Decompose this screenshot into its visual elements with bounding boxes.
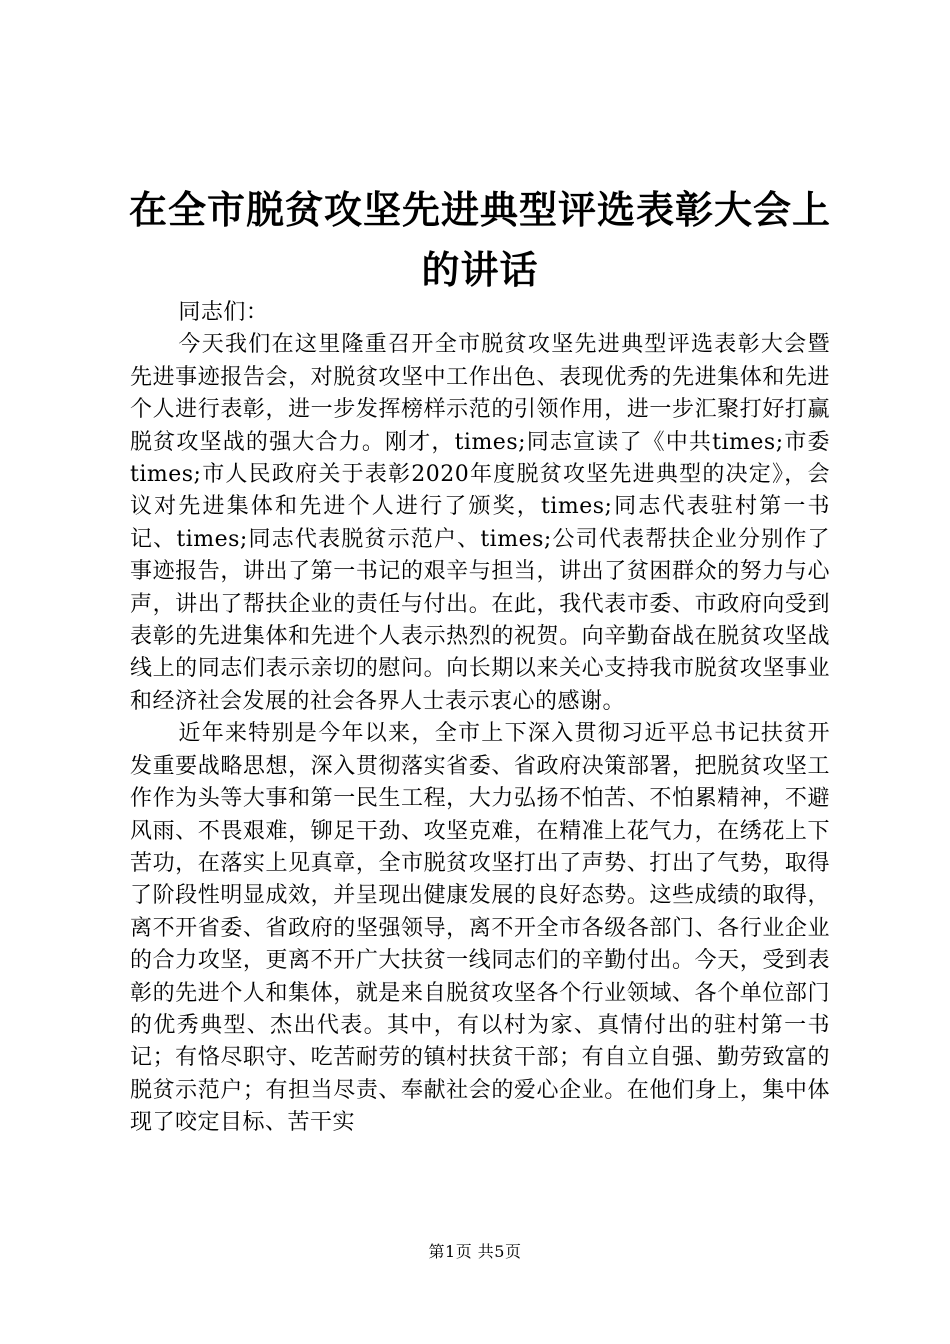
salutation-paragraph: 同志们： [178, 300, 269, 325]
body-paragraph: 近年来特别是今年以来，全市上下深入贯彻习近平总书记扶贫开发重要战略思想，深入贯彻落实省委、省政府决策部署，把脱贫攻坚工作作为头等大事和第一民生工程，大力弘扬不怕苦、不怕累精神，不避风雨、不畏艰难，铆足干劲、攻坚克难，在精准上花气力，在绣花上下苦功，在落实上见真章，全市脱贫攻坚打出了声势、打出了气势，取得了阶段性明显成效，并呈现出健康发展的良好态势。这些成绩的取得，离不开省委、省政府的坚强领导，离不开全市各级各部门、各行业企业的合力攻坚，更离不开广大扶贫一线同志们的辛勤付出。今天，受到表彰的先进个人和集体，就是来自脱贫攻坚各个行业领域、各个单位部门的优秀典型、杰出代表。其中，有以村为家、真情付出的驻村第一书记；有恪尽职守、吃苦耐劳的镇村扶贫干部；有自立自强、勤劳致富的脱贫示范户；有担当尽责、奉献社会的爱心企业。在他们身上，集中体现了咬定目标、苦干实 [130, 721, 830, 1136]
page-number-footer: 第1页 共5页 [428, 1242, 522, 1261]
document-body [130, 297, 830, 1140]
document-title: 在全市脱贫攻坚先进典型评选表彰大会上的讲话 [128, 187, 831, 292]
body-paragraph: 今天我们在这里隆重召开全市脱贫攻坚先进典型评选表彰大会暨先进事迹报告会，对脱贫攻坚中工作出色、表现优秀的先进集体和先进个人进行表彰，进一步发挥榜样示范的引领作用，进一步汇聚打好打赢脱贫攻坚战的强大合力。刚才，times;同志宣读了《中共times;市委times;市人民政府关于表彰2020年度脱贫攻坚先进典型的决定》，会议对先进集体和先进个人进行了颁奖，times;同志代表驻村第一书记、times;同志代表脱贫示范户、times;公司代表帮扶企业分别作了事迹报告，讲出了第一书记的艰辛与担当，讲出了贫困群众的努力与心声，讲出了帮扶企业的责任与付出。在此，我代表市委、市政府向受到表彰的先进集体和先进个人表示热烈的祝贺。向辛勤奋战在脱贫攻坚战线上的同志们表示亲切的慰问。向长期以来关心支持我市脱贫攻坚事业和经济社会发展的社会各界人士表示衷心的感谢。 [130, 332, 830, 714]
